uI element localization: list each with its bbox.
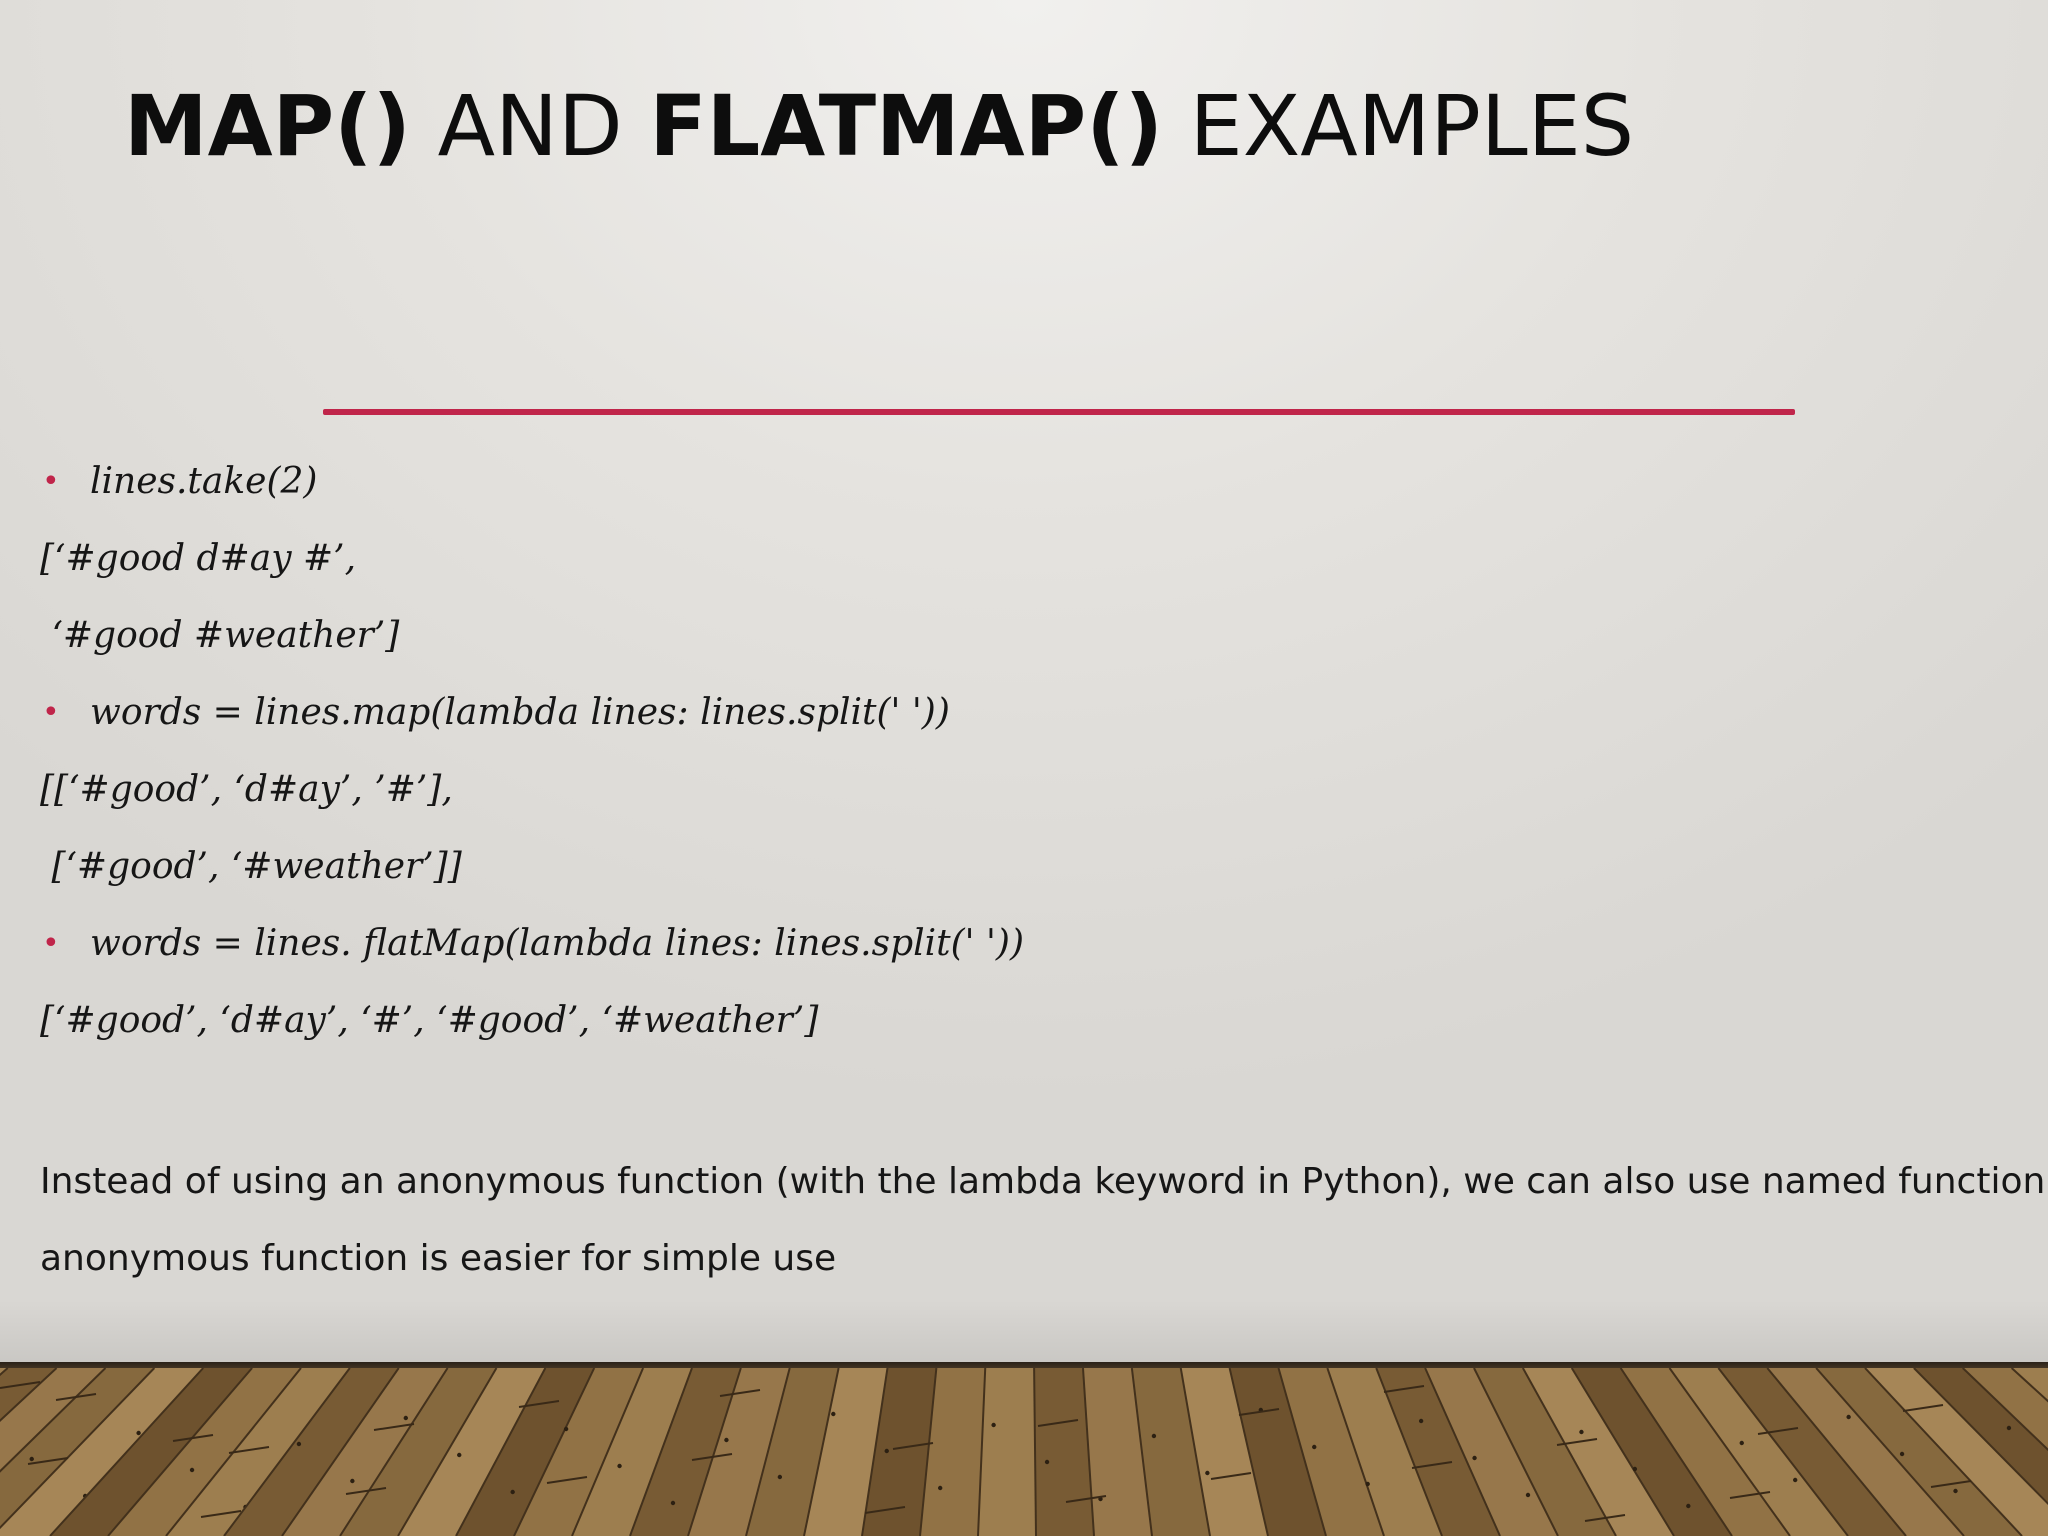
slide-title xyxy=(124,77,1635,175)
title-flatmap: FLATMAP() xyxy=(649,77,1163,175)
title-underline-divider xyxy=(323,409,1795,415)
code-text: lines.take(2) xyxy=(90,461,318,502)
code-text: ‘#good #weather’] xyxy=(40,615,400,656)
title-map: MAP() xyxy=(124,77,411,175)
code-line-7 xyxy=(40,914,2000,991)
code-line-8 xyxy=(40,991,2000,1068)
explanation-paragraph-2: anonymous function is easier for simple use xyxy=(40,1238,837,1279)
wall-shadow xyxy=(0,1300,2048,1368)
bullet-dot-icon: • xyxy=(42,926,60,961)
code-text: [‘#good’, ‘#weather’]] xyxy=(40,846,462,887)
wood-planks-graphic xyxy=(0,1368,2048,1536)
wood-floor-image xyxy=(0,1368,2048,1536)
spacer xyxy=(40,1068,2000,1145)
title-examples: EXAMPLES xyxy=(1162,77,1635,175)
title-and: AND xyxy=(410,77,650,175)
code-line-4 xyxy=(40,683,2000,760)
code-text: [[‘#good’, ‘d#ay’, ’#’], xyxy=(40,769,453,810)
slide-body xyxy=(40,452,2046,1299)
explanation-paragraph-1: Instead of using an anonymous function (with the lambda keyword in Python), we can also use named function xyxy=(40,1161,2046,1202)
code-text: [‘#good’, ‘d#ay’, ‘#’, ‘#good’, ‘#weather’] xyxy=(40,1000,819,1041)
code-text: words = lines.map(lambda lines: lines.split(' ')) xyxy=(90,692,950,733)
code-line-5 xyxy=(40,760,2000,837)
code-line-6 xyxy=(40,837,2000,914)
code-line-3 xyxy=(40,606,2000,683)
code-line-1 xyxy=(40,452,2000,529)
floor-shade xyxy=(0,1368,2048,1536)
bullet-dot-icon: • xyxy=(42,695,60,730)
code-text: [‘#good d#ay #’, xyxy=(40,538,357,579)
code-text: words = lines. flatMap(lambda lines: lines.split(' ')) xyxy=(90,923,1024,964)
code-line-2 xyxy=(40,529,2000,606)
bullet-dot-icon: • xyxy=(42,464,60,499)
